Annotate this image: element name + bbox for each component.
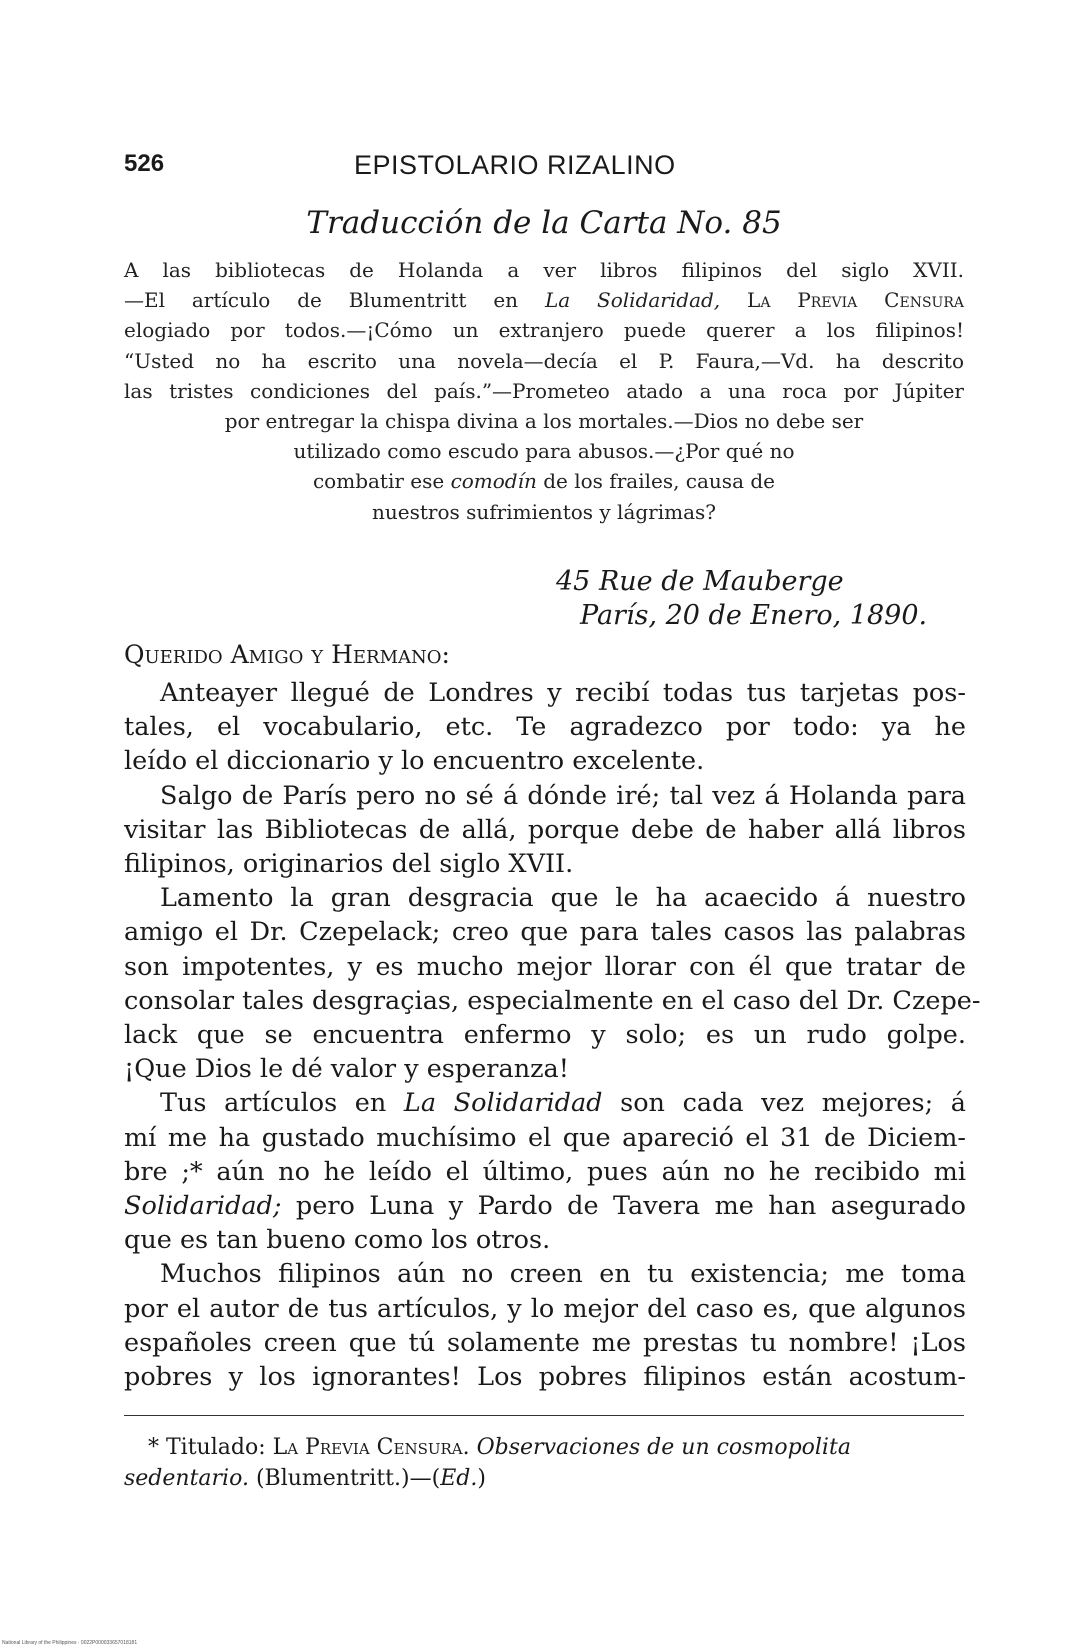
body-line — [124, 1189, 966, 1223]
footnote-subtitle: sedentario. — [124, 1466, 249, 1491]
scan-credit: National Library of the Philippines · 0022P000033657018181 — [2, 1640, 138, 1646]
summary-line — [124, 466, 964, 496]
summary-line: elogiado por todos.—¡Cómo un extranjero puede querer a los filipinos! — [124, 318, 964, 343]
footnote — [124, 1432, 964, 1494]
publication-title: Solidaridad; — [124, 1191, 282, 1222]
letter-title: Traducción de la Carta No. 85 — [306, 205, 782, 241]
letter-body — [124, 676, 981, 1394]
emphasis-term: comodín — [450, 469, 537, 494]
letter-summary — [124, 255, 964, 527]
summary-text: —El artículo de Blumentritt en — [124, 288, 545, 313]
article-title: La Previa Censura. — [272, 1435, 470, 1460]
body-line: españoles creen que tú solamente me prestas tu nombre! ¡Los — [124, 1327, 966, 1358]
body-line: por el autor de tus artículos, y lo mejor del caso es, que algunos — [124, 1293, 966, 1324]
editor-mark: Ed. — [440, 1466, 478, 1491]
body-line: bre ;* aún no he leído el último, pues aún no he recibido mi — [124, 1156, 966, 1187]
body-line: lack que se encuentra enfermo y solo; es un rudo golpe. — [124, 1020, 966, 1051]
body-line: Lamento la gran desgracia que le ha acaecido á nuestro — [160, 883, 966, 914]
body-line: filipinos, originarios del siglo XVII. — [124, 849, 574, 880]
summary-line: utilizado como escudo para abusos.—¿Por qué no — [293, 439, 795, 464]
summary-line: “Usted no ha escrito una novela—decía el P. Faura,—Vd. ha descrito — [124, 348, 964, 373]
summary-line: A las bibliotecas de Holanda a ver libros filipinos del siglo XVII. — [124, 258, 964, 282]
body-line: mí me ha gustado muchísimo el que apareció el 31 de Diciem- — [124, 1122, 966, 1153]
dateline-date: París, 20 de Enero, 1890. — [580, 600, 928, 631]
body-line: tales, el vocabulario, etc. Te agradezco por todo: ya he — [124, 712, 966, 743]
body-line: Muchos filipinos aún no creen en tu existencia; me toma — [160, 1259, 966, 1290]
body-line — [124, 1086, 966, 1120]
salutation: Querido Amigo y Hermano: — [124, 640, 450, 669]
summary-text: de los frailes, causa de — [536, 469, 775, 494]
footnote-text: ) — [477, 1466, 486, 1491]
body-line: Anteayer llegué de Londres y recibí todas tus tarjetas pos- — [160, 678, 966, 708]
running-title: EPISTOLARIO RIZALINO — [354, 150, 676, 180]
body-line: visitar las Bibliotecas de allá, porque debe de haber allá libros — [124, 814, 966, 845]
body-text: pero Luna y Pardo de Tavera me han asegurado — [281, 1191, 966, 1222]
summary-line: nuestros sufrimientos y lágrimas? — [371, 499, 716, 524]
footnote-line — [124, 1432, 964, 1463]
footnote-subtitle: Observaciones de un cosmopolita — [469, 1435, 851, 1460]
body-line: consolar tales desgraçias, especialmente en el caso del Dr. Czepe- — [124, 985, 981, 1016]
running-head — [124, 150, 964, 190]
body-text: Tus artículos en — [160, 1088, 404, 1119]
dateline-address: 45 Rue de Mauberge — [556, 566, 844, 597]
footnote-line — [124, 1463, 964, 1494]
body-line: leído el diccionario y lo encuentro excelente. — [124, 746, 705, 777]
body-line: que es tan bueno como los otros. — [124, 1225, 551, 1256]
dateline — [556, 565, 976, 633]
summary-line: las tristes condiciones del país.”—Prometeo atado a una roca por Júpiter — [124, 378, 964, 403]
publication-title: La Solidaridad, — [544, 288, 721, 313]
article-title: La Previa Censura — [720, 288, 964, 313]
body-line: Salgo de París pero no sé á dónde iré; tal vez á Holanda para — [160, 780, 966, 811]
body-line: amigo el Dr. Czepelack; creo que para tales casos las palabras — [124, 917, 966, 948]
footnote-divider — [124, 1415, 964, 1416]
summary-line: por entregar la chispa divina a los mortales.—Dios no debe ser — [224, 409, 864, 434]
body-line: ¡Que Dios le dé valor y esperanza! — [124, 1054, 570, 1085]
footnote-text: (Blumentritt.)—( — [248, 1466, 441, 1491]
body-line: son impotentes, y es mucho mejor llorar con él que tratar de — [124, 951, 966, 982]
body-line: pobres y los ignorantes! Los pobres filipinos están acostum- — [124, 1362, 966, 1393]
page-number: 526 — [124, 150, 165, 177]
summary-line — [124, 285, 964, 315]
body-text: son cada vez mejores; á — [602, 1088, 966, 1119]
publication-title: La Solidaridad — [403, 1088, 603, 1119]
summary-text: combatir ese — [312, 469, 451, 494]
footnote-text: * Titulado: — [148, 1435, 273, 1460]
